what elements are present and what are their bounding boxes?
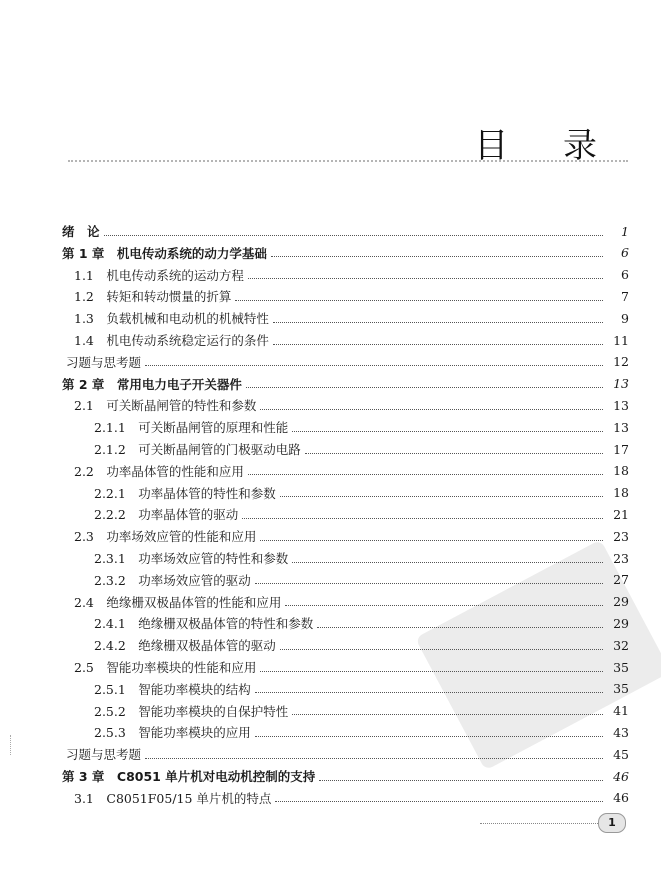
- toc-entry: [0, 788, 661, 808]
- toc-entry: [0, 461, 661, 481]
- toc-entry-page: 21: [613, 506, 629, 522]
- toc-leader-dots: [260, 409, 603, 410]
- toc-entry-title: 2.4 绝缘栅双极晶体管的性能和应用: [74, 594, 282, 610]
- toc-entry-title: 2.5.3 智能功率模块的应用: [94, 725, 251, 741]
- toc-entry: [0, 308, 661, 328]
- toc-entry-title: 绪 论: [62, 224, 100, 239]
- toc-entry-title: 2.3.1 功率场效应管的特性和参数: [94, 551, 289, 566]
- toc-leader-dots: [292, 562, 603, 563]
- toc-entry-title: 第 1 章 机电传动系统的动力学基础: [62, 245, 267, 261]
- toc-leader-dots: [248, 278, 603, 279]
- toc-entry-title: 1.2 转矩和转动惯量的折算: [74, 289, 232, 305]
- toc-entry-page: 32: [613, 637, 629, 653]
- toc-entry: [0, 265, 661, 285]
- toc-entry-page: 35: [613, 659, 629, 675]
- toc-entry-page: 27: [613, 572, 629, 588]
- toc-entry: [0, 526, 661, 546]
- toc-entry-page: 23: [613, 550, 629, 566]
- toc-entry: [0, 613, 661, 633]
- toc-leader-dots: [246, 387, 603, 388]
- toc-entry: [0, 330, 661, 350]
- toc-entry-page: 7: [621, 288, 629, 304]
- toc-entry-title: 2.2.2 功率晶体管的驱动: [94, 507, 239, 523]
- title-divider: [68, 160, 628, 162]
- toc-entry: [0, 243, 661, 263]
- toc-entry-page: 29: [613, 594, 629, 610]
- toc-entry-title: 2.5 智能功率模块的性能和应用: [74, 660, 257, 675]
- toc-leader-dots: [275, 801, 603, 802]
- toc-leader-dots: [235, 300, 603, 301]
- toc-entry-page: 13: [613, 397, 629, 413]
- toc-leader-dots: [260, 671, 603, 672]
- toc-entry-title: 2.4.2 绝缘栅双极晶体管的驱动: [94, 638, 276, 654]
- toc-entry-title: 2.3.2 功率场效应管的驱动: [94, 572, 251, 588]
- toc-entry-page: 1: [621, 223, 629, 239]
- toc-entry: [0, 483, 661, 503]
- toc-entry: [0, 701, 661, 721]
- toc-entry: [0, 221, 661, 241]
- toc-leader-dots: [319, 780, 603, 781]
- toc-leader-dots: [292, 714, 603, 715]
- toc-entry: [0, 766, 661, 786]
- toc-entry-title: 1.4 机电传动系统稳定运行的条件: [74, 333, 269, 348]
- toc-entry-page: 23: [613, 528, 629, 544]
- toc-entry-page: 35: [613, 681, 629, 697]
- toc-entry: [0, 570, 661, 590]
- toc-entry-title: 习题与思考题: [66, 747, 142, 763]
- toc-leader-dots: [292, 431, 603, 432]
- toc-entry: [0, 679, 661, 699]
- toc-entry-page: 43: [613, 724, 629, 740]
- toc-entry: [0, 722, 661, 742]
- toc-entry-title: 2.1.1 可关断晶闸管的原理和性能: [94, 420, 289, 436]
- toc-entry-page: 6: [621, 267, 629, 283]
- toc-entry: [0, 395, 661, 415]
- toc-leader-dots: [273, 322, 603, 323]
- toc-entry-title: 第 2 章 常用电力电子开关器件: [62, 376, 242, 392]
- toc-entry: [0, 635, 661, 655]
- toc-leader-dots: [280, 649, 603, 650]
- toc-entry-title: 2.5.2 智能功率模块的自保护特性: [94, 703, 289, 719]
- toc-entry-title: 2.3 功率场效应管的性能和应用: [74, 529, 257, 545]
- toc-entry: [0, 286, 661, 306]
- toc-entry-page: 46: [613, 790, 629, 806]
- margin-mark: [10, 735, 13, 755]
- toc-entry-title: 2.1.2 可关断晶闸管的门极驱动电路: [94, 442, 301, 457]
- toc-leader-dots: [145, 758, 603, 759]
- toc-entry-title: 习题与思考题: [66, 354, 142, 370]
- toc-leader-dots: [317, 627, 603, 628]
- toc-leader-dots: [255, 583, 603, 584]
- toc-entry-title: 2.2 功率晶体管的性能和应用: [74, 463, 244, 479]
- toc-leader-dots: [285, 605, 603, 606]
- toc-entry-page: 18: [613, 485, 629, 501]
- footer-divider: [480, 823, 600, 824]
- toc-entry: [0, 417, 661, 437]
- toc-leader-dots: [242, 518, 603, 519]
- toc-entry-title: 2.5.1 智能功率模块的结构: [94, 681, 251, 697]
- toc-entry-page: 29: [613, 615, 629, 631]
- page-number-badge: 1: [598, 813, 626, 833]
- toc-entry-page: 41: [613, 703, 629, 719]
- toc-entry-page: 46: [613, 768, 629, 784]
- toc-entry-title: 第 3 章 C8051 单片机对电动机控制的支持: [62, 769, 316, 784]
- toc-entry-title: 2.1 可关断晶闸管的特性和参数: [74, 398, 257, 414]
- toc-leader-dots: [271, 256, 603, 257]
- toc-entry-page: 9: [621, 310, 629, 326]
- toc-entry: [0, 374, 661, 394]
- toc-entry-page: 6: [621, 245, 629, 261]
- page-title: 目 录: [474, 126, 619, 166]
- toc-entry-title: 3.1 C8051F05/15 单片机的特点: [74, 790, 272, 806]
- toc-leader-dots: [255, 736, 603, 737]
- toc-entry-page: 12: [613, 354, 629, 370]
- toc-entry-page: 11: [613, 332, 629, 348]
- toc-leader-dots: [280, 496, 603, 497]
- toc-leader-dots: [248, 474, 603, 475]
- toc-entry: [0, 744, 661, 764]
- toc-entry: [0, 439, 661, 459]
- toc-entry: [0, 504, 661, 524]
- toc-entry-title: 2.4.1 绝缘栅双极晶体管的特性和参数: [94, 616, 314, 632]
- toc-entry-title: 1.3 负载机械和电动机的机械特性: [74, 311, 269, 327]
- toc-entry-page: 17: [613, 441, 629, 457]
- toc-entry-title: 1.1 机电传动系统的运动方程: [74, 267, 244, 283]
- toc-leader-dots: [255, 692, 603, 693]
- toc-entry: [0, 352, 661, 372]
- toc-entry-page: 45: [613, 746, 629, 762]
- toc-entry-page: 13: [613, 376, 629, 392]
- toc-leader-dots: [305, 453, 603, 454]
- toc-leader-dots: [145, 365, 603, 366]
- toc-entry-page: 13: [613, 419, 629, 435]
- toc-leader-dots: [260, 540, 603, 541]
- toc-entry: [0, 548, 661, 568]
- toc-entry-title: 2.2.1 功率晶体管的特性和参数: [94, 485, 276, 501]
- toc-leader-dots: [273, 344, 603, 345]
- toc-entry: [0, 592, 661, 612]
- toc-entry: [0, 657, 661, 677]
- toc-leader-dots: [104, 235, 603, 236]
- toc-entry-page: 18: [613, 463, 629, 479]
